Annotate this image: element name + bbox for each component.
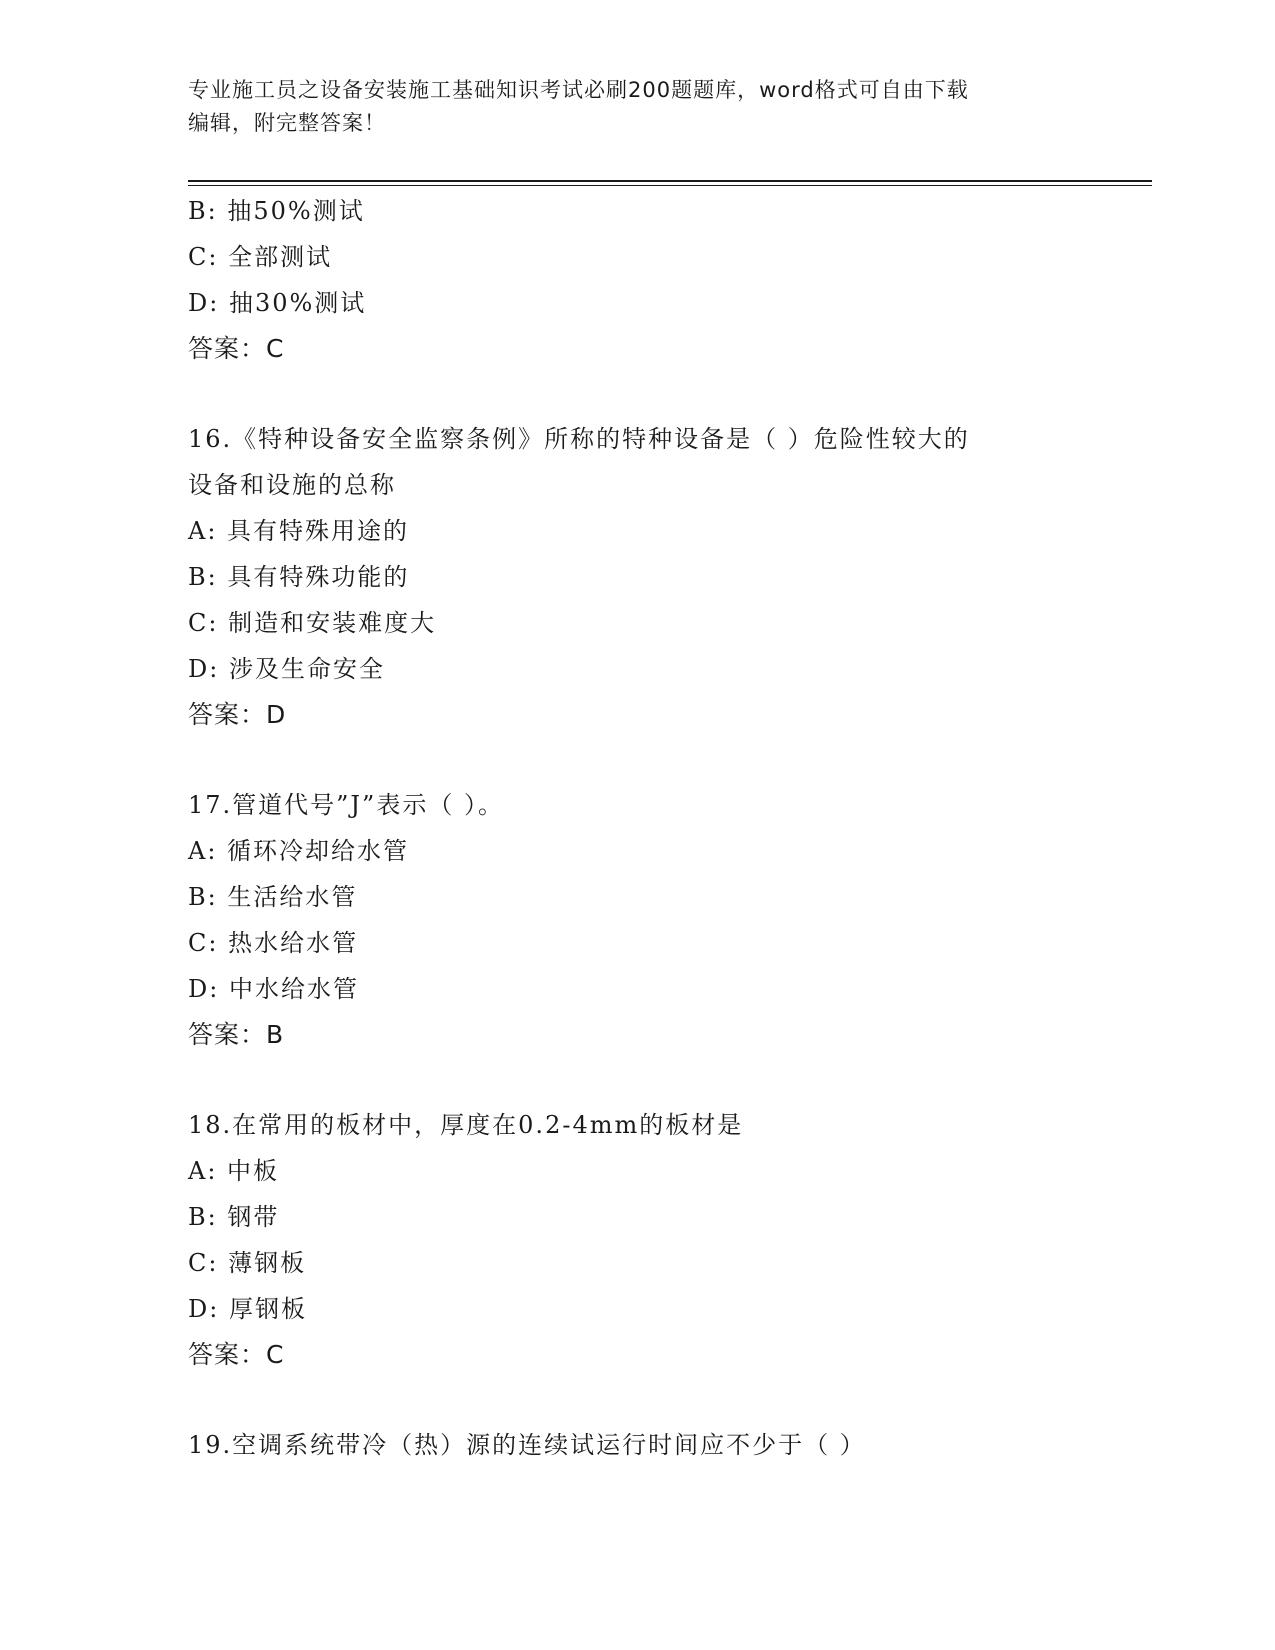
header-line-2: 编辑，附完整答案！ bbox=[188, 111, 386, 135]
option-b: B: 具有特殊功能的 bbox=[188, 563, 410, 591]
option-a: A: 循环冷却给水管 bbox=[188, 837, 410, 865]
answer-line: 答案：C bbox=[188, 1340, 285, 1369]
option-b: B: 抽50%测试 bbox=[188, 197, 365, 225]
option-c: C: 热水给水管 bbox=[188, 929, 359, 957]
option-b: B: 生活给水管 bbox=[188, 883, 358, 911]
question-list bbox=[188, 188, 1088, 1468]
option-a: A: 具有特殊用途的 bbox=[188, 517, 410, 545]
option-d: D: 抽30%测试 bbox=[188, 289, 367, 317]
option-b: B: 钢带 bbox=[188, 1203, 280, 1231]
option-c: C: 薄钢板 bbox=[188, 1249, 307, 1277]
question-block-19 bbox=[188, 1422, 1088, 1468]
header-rule-thin bbox=[188, 185, 1152, 186]
answer-line: 答案：C bbox=[188, 334, 285, 363]
question-block-17 bbox=[188, 782, 1088, 1058]
question-stem: 19.空调系统带冷（热）源的连续试运行时间应不少于（ ） bbox=[188, 1431, 866, 1459]
question-block-16 bbox=[188, 416, 1088, 738]
header-line-1: 专业施工员之设备安装施工基础知识考试必刷200题题库，word格式可自由下载 bbox=[188, 78, 969, 102]
option-d: D: 厚钢板 bbox=[188, 1295, 307, 1323]
question-block-15 bbox=[188, 188, 1088, 372]
answer-line: 答案：D bbox=[188, 700, 287, 729]
question-block-18 bbox=[188, 1102, 1088, 1378]
option-d: D: 涉及生命安全 bbox=[188, 655, 385, 683]
answer-line: 答案：B bbox=[188, 1020, 285, 1049]
question-stem-continued: 设备和设施的总称 bbox=[188, 471, 396, 499]
question-stem: 17.管道代号”J”表示（ ）。 bbox=[188, 791, 504, 819]
option-c: C: 全部测试 bbox=[188, 243, 333, 271]
question-stem: 16.《特种设备安全监察条例》所称的特种设备是（ ）危险性较大的 bbox=[188, 425, 970, 453]
document-header bbox=[188, 74, 1088, 140]
header-rule-thick bbox=[188, 180, 1152, 182]
option-a: A: 中板 bbox=[188, 1157, 280, 1185]
question-stem: 18.在常用的板材中，厚度在0.2-4mm的板材是 bbox=[188, 1111, 744, 1139]
option-d: D: 中水给水管 bbox=[188, 975, 359, 1003]
option-c: C: 制造和安装难度大 bbox=[188, 609, 437, 637]
